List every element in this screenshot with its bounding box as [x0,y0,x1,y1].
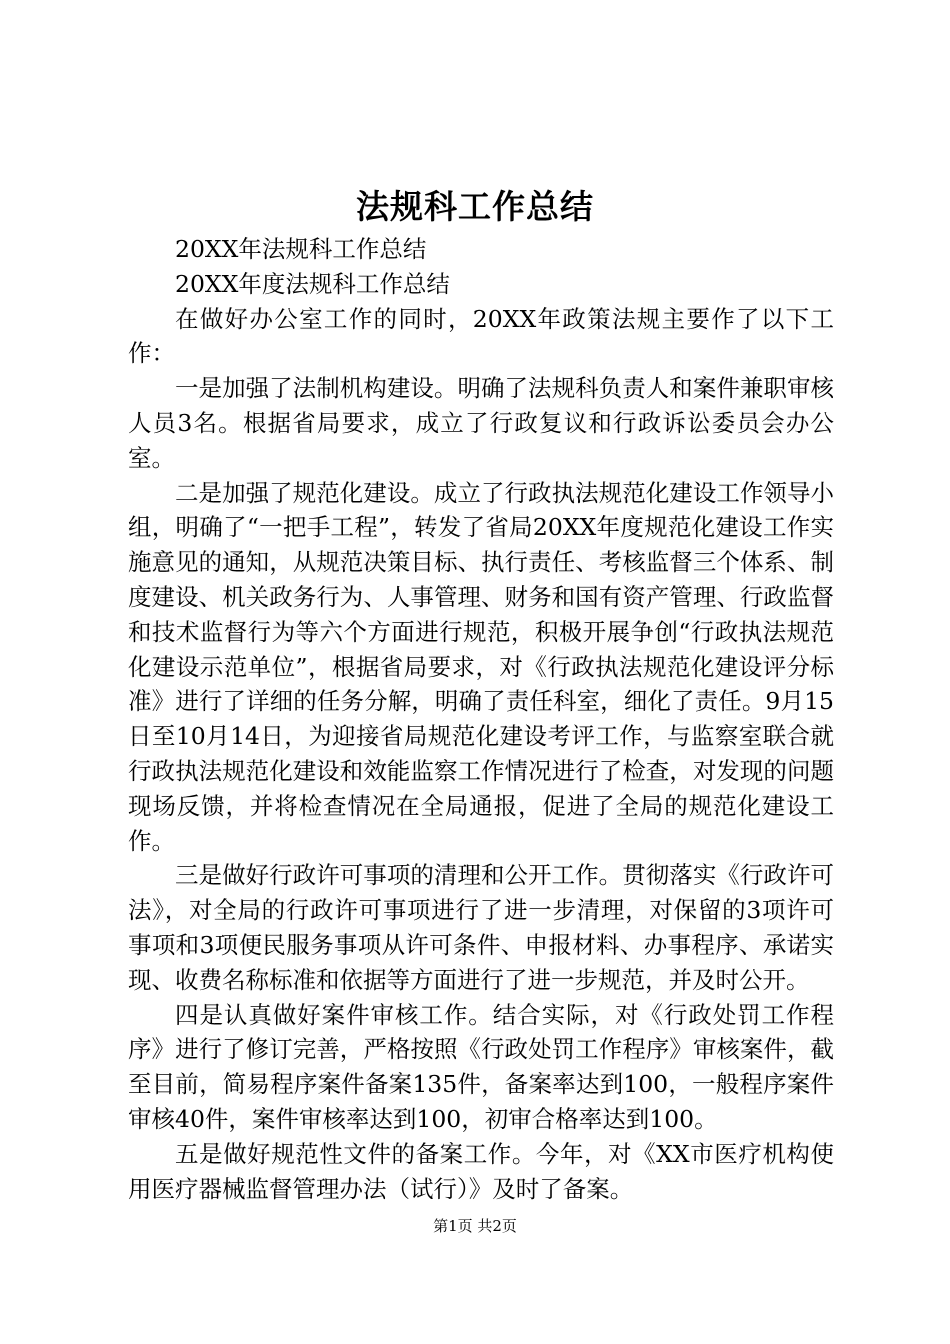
paragraph-item-2: 二是加强了规范化建设。成立了行政执法规范化建设工作领导小组，明确了“一把手工程”，转发了省局20XX年度规范化建设工作实施意见的通知，从规范决策目标、执行责任、考核监督三个体系、制度建设、机关政务行为、人事管理、财务和国有资产管理、行政监督和技术监督行为等六个方面进行规范，积极开展争创“行政执法规范化建设示范单位”，根据省局要求，对《行政执法规范化建设评分标准》进行了详细的任务分解，明确了责任科室，细化了责任。9月15日至10月14日，为迎接省局规范化建设考评工作，与监察室联合就行政执法规范化建设和效能监察工作情况进行了检查，对发现的问题现场反馈，并将检查情况在全局通报，促进了全局的规范化建设工作。 [128,478,834,855]
subtitle-1: 20XX年法规科工作总结 [175,235,427,263]
paragraph-item-3: 三是做好行政许可事项的清理和公开工作。贯彻落实《行政许可法》，对全局的行政许可事项进行了进一步清理，对保留的3项许可事项和3项便民服务事项从许可条件、申报材料、办事程序、承诺实现、收费名称标准和依据等方面进行了进一步规范，并及时公开。 [128,861,834,994]
paragraph-item-5: 五是做好规范性文件的备案工作。今年，对《XX市医疗机构使用医疗器械监督管理办法（试行）》及时了备案。 [128,1139,834,1203]
paragraph-item-4: 四是认真做好案件审核工作。结合实际，对《行政处罚工作程序》进行了修订完善，严格按照《行政处罚工作程序》审核案件，截至目前，简易程序案件备案135件，备案率达到100，一般程序案件审核40件，案件审核率达到100，初审合格率达到100。 [128,1000,834,1133]
subtitle-2: 20XX年度法规科工作总结 [175,269,450,298]
document-body [128,232,834,1206]
paragraph-item-1: 一是加强了法制机构建设。明确了法规科负责人和案件兼职审核人员3名。根据省局要求，成立了行政复议和行政诉讼委员会办公室。 [128,374,834,472]
document-title: 法规科工作总结 [356,187,594,226]
paragraph-intro: 在做好办公室工作的同时，20XX年政策法规主要作了以下工作： [128,304,834,368]
page-footer: 第1页 共2页 [433,1217,517,1235]
